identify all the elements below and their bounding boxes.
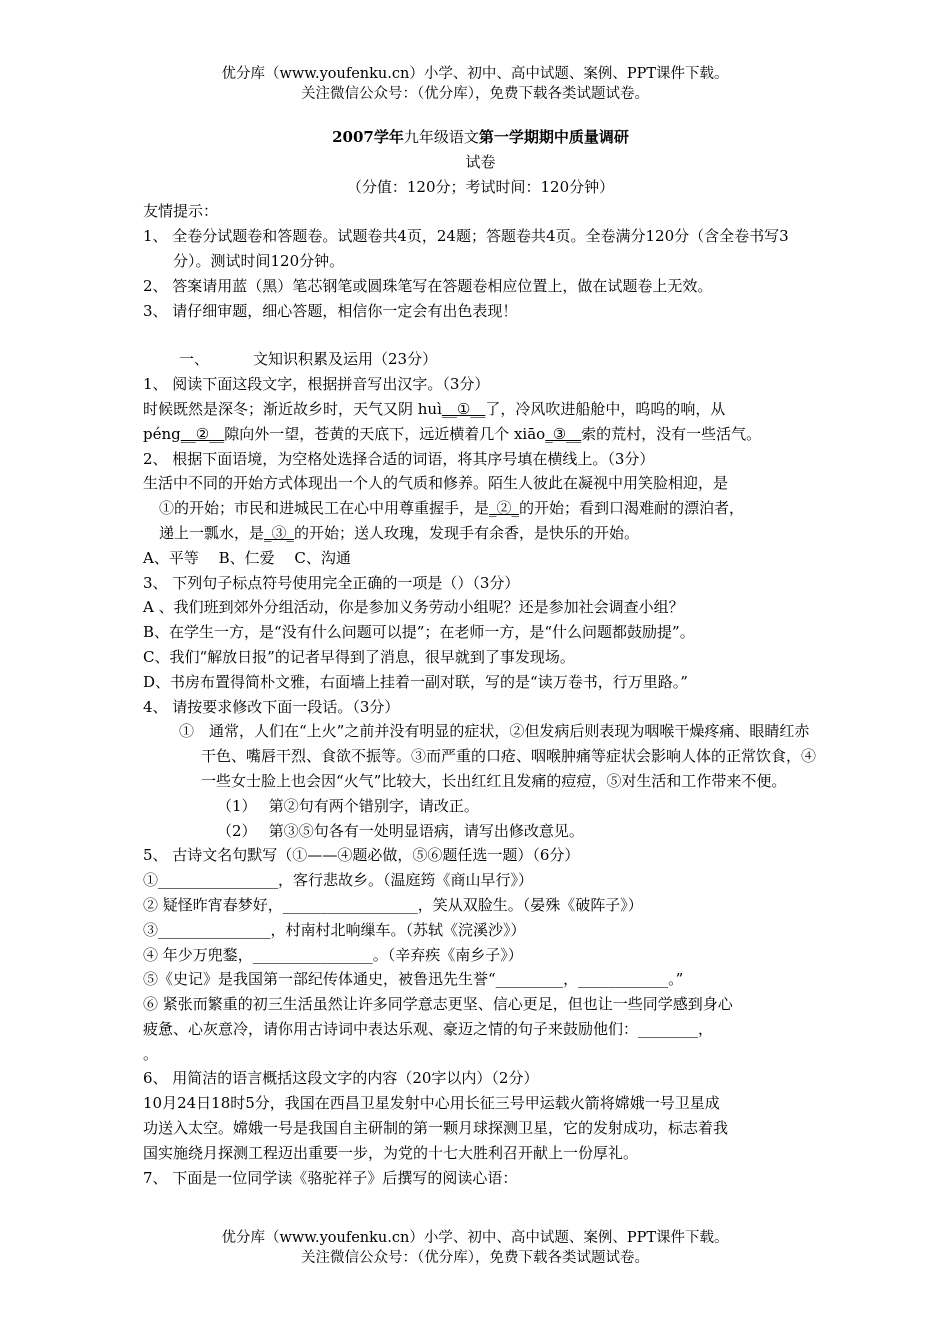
q4-passage: ① 通常，人们在“上火”之前并没有明显的症状，②但发病后则表现为咽喉干燥疼痛、眼睛红赤干色、嘴唇干烈、食欲不振等。③而严重的口疮、咽喉肿痛等症状会影响人体的正常饮食，④一些女士脸上也会因“火气”比较大，长出红红且发痛的痘痘，⑤对生活和工作带来不便。 [179,722,817,790]
tip-item: 1、 全卷分试题卷和答题卷。试题卷共4页，24题；答题卷共4页。全卷满分120分（含全卷书写3分）。测试时间120分钟。 [143,227,789,270]
q5-line-3: ③_______________，村南村北响缫车。（苏轼《浣溪沙》） [143,920,526,939]
tip-item: 3、 请仔细审题，细心答题，相信你一定会有出色表现！ [143,301,518,320]
section-heading [143,347,818,372]
header-line-1: 优分库（www.youfenku.cn）小学、初中、高中试题、案例、PPT课件下载。 [221,66,729,82]
blank-2: __②__ [180,424,225,443]
q3-option-b: B、在学生一方，是“没有什么问题可以提”；在老师一方，是“什么问题都鼓励提”。 [143,623,695,642]
title-grade: 九年级语文 [403,128,479,146]
q7-stem: 7、 下面是一位同学读《骆驼祥子》后撰写的阅读心语： [143,1168,518,1187]
blank-2: _②_ [489,499,520,518]
tip-item: 2、 答案请用蓝（黑）笔芯钢笔或圆珠笔写在答题卷相应位置上，做在试题卷上无效。 [143,276,713,295]
tips-heading: 友情提示： [143,202,219,221]
q6-line-1: 10月24日18时5分，我国在西昌卫星发射中心用长征三号甲运载火箭将嫦娥一号卫星成 [143,1094,720,1113]
q5-line-8: 。 [143,1044,159,1063]
blank-3: _③_ [264,523,295,542]
q5-line-2: ② 疑怪昨宵春梦好，__________________，笑从双脸生。（晏殊《破阵子》） [143,895,643,914]
title-year: 2007学年 [332,128,404,146]
q6-line-2: 功送入太空。嫦娥一号是我国自主研制的第一颗月球探测卫星，它的发射成功，标志着我 [143,1119,729,1138]
blank-3: _③__ [545,424,582,443]
exam-content [143,125,818,1190]
header-line-2: 关注微信公众号：（优分库），免费下载各类试题试卷。 [301,86,649,102]
q3-stem: 3、 下列句子标点符号使用完全正确的一项是（）（3分） [143,573,520,592]
q1-line-2: péng__②__隙向外一望，苍黄的天底下，远近横着几个 xiāo_③__索的荒村，没有一些活气。 [143,424,762,443]
footer-line-1: 优分库（www.youfenku.cn）小学、初中、高中试题、案例、PPT课件下载。 [221,1230,729,1246]
q5-line-7: 疲惫、心灰意冷，请你用古诗词中表达乐观、豪迈之情的句子来鼓励他们：________， [143,1019,714,1038]
footer-line-2: 关注微信公众号：（优分库），免费下载各类试题试卷。 [301,1250,649,1266]
exam-title [143,125,818,150]
q4-sub-2: （2） 第③⑤句各有一处明显语病，请写出修改意见。 [217,821,584,840]
section-number: 一、 [179,350,210,369]
q5-line-6: ⑥ 紧张而繁重的初三生活虽然让许多同学意志更坚、信心更足，但也让一些同学感到身心 [143,995,733,1014]
q2-line-1: 生活中不同的开始方式体现出一个人的气质和修养。陌生人彼此在凝视中用笑脸相迎，是 [143,474,729,493]
section-title: 文知识积累及运用（23分） [253,350,438,369]
q5-line-5: ⑤《史记》是我国第一部纪传体通史，被鲁迅先生誉“_________，____________。” [143,970,684,989]
q5-line-4: ④ 年少万兜鍪，________________。（辛弃疾《南乡子》） [143,945,523,964]
q4-stem: 4、 请按要求修改下面一段话。（3分） [143,697,400,716]
q5-stem: 5、 古诗文名句默写（①——④题必做，⑤⑥题任选一题）（6分） [143,846,580,865]
q2-line-3: 递上一瓢水，是_③_的开始；送人玫瑰，发现手有余香，是快乐的开始。 [159,523,640,542]
page-footer [0,1228,950,1268]
blank-1: __①__ [441,399,486,418]
q2-line-2: ①的开始；市民和进城民工在心中用尊重握手，是_②_的开始；看到口渴难耐的漂泊者， [159,499,745,518]
exam-info: （分值：120分；考试时间：120分钟） [346,177,615,196]
q1-stem: 1、 阅读下面这段文字，根据拼音写出汉字。（3分） [143,375,490,394]
q6-line-3: 国实施绕月探测工程迈出重要一步，为党的十七大胜利召开献上一份厚礼。 [143,1143,639,1162]
title-term: 第一学期期中质量调研 [478,128,629,146]
page-header [0,64,950,104]
q3-option-d: D、书房布置得简朴文雅，右面墙上挂着一副对联，写的是“读万卷书，行万里路。” [143,672,688,691]
q2-stem: 2、 根据下面语境，为空格处选择合适的词语，将其序号填在横线上。（3分） [143,449,655,468]
q3-option-a: A 、我们班到郊外分组活动，你是参加义务劳动小组呢？还是参加社会调查小组？ [143,598,684,617]
q2-options: A、平等 B、仁爱 C、沟通 [143,548,351,567]
q3-option-c: C、我们“解放日报”的记者早得到了消息，很早就到了事发现场。 [143,647,575,666]
q1-line-1: 时候既然是深冬；渐近故乡时，天气又阴 huì__①__了，冷风吹进船舱中，呜呜的响，从 [143,399,726,418]
q5-line-1: ①________________，客行悲故乡。（温庭筠《商山早行》） [143,871,534,890]
exam-subtitle: 试卷 [465,152,496,171]
q6-stem: 6、 用简洁的语言概括这段文字的内容（20字以内）（2分） [143,1069,539,1088]
q4-sub-1: （1） 第②句有两个错别字，请改正。 [217,796,479,815]
